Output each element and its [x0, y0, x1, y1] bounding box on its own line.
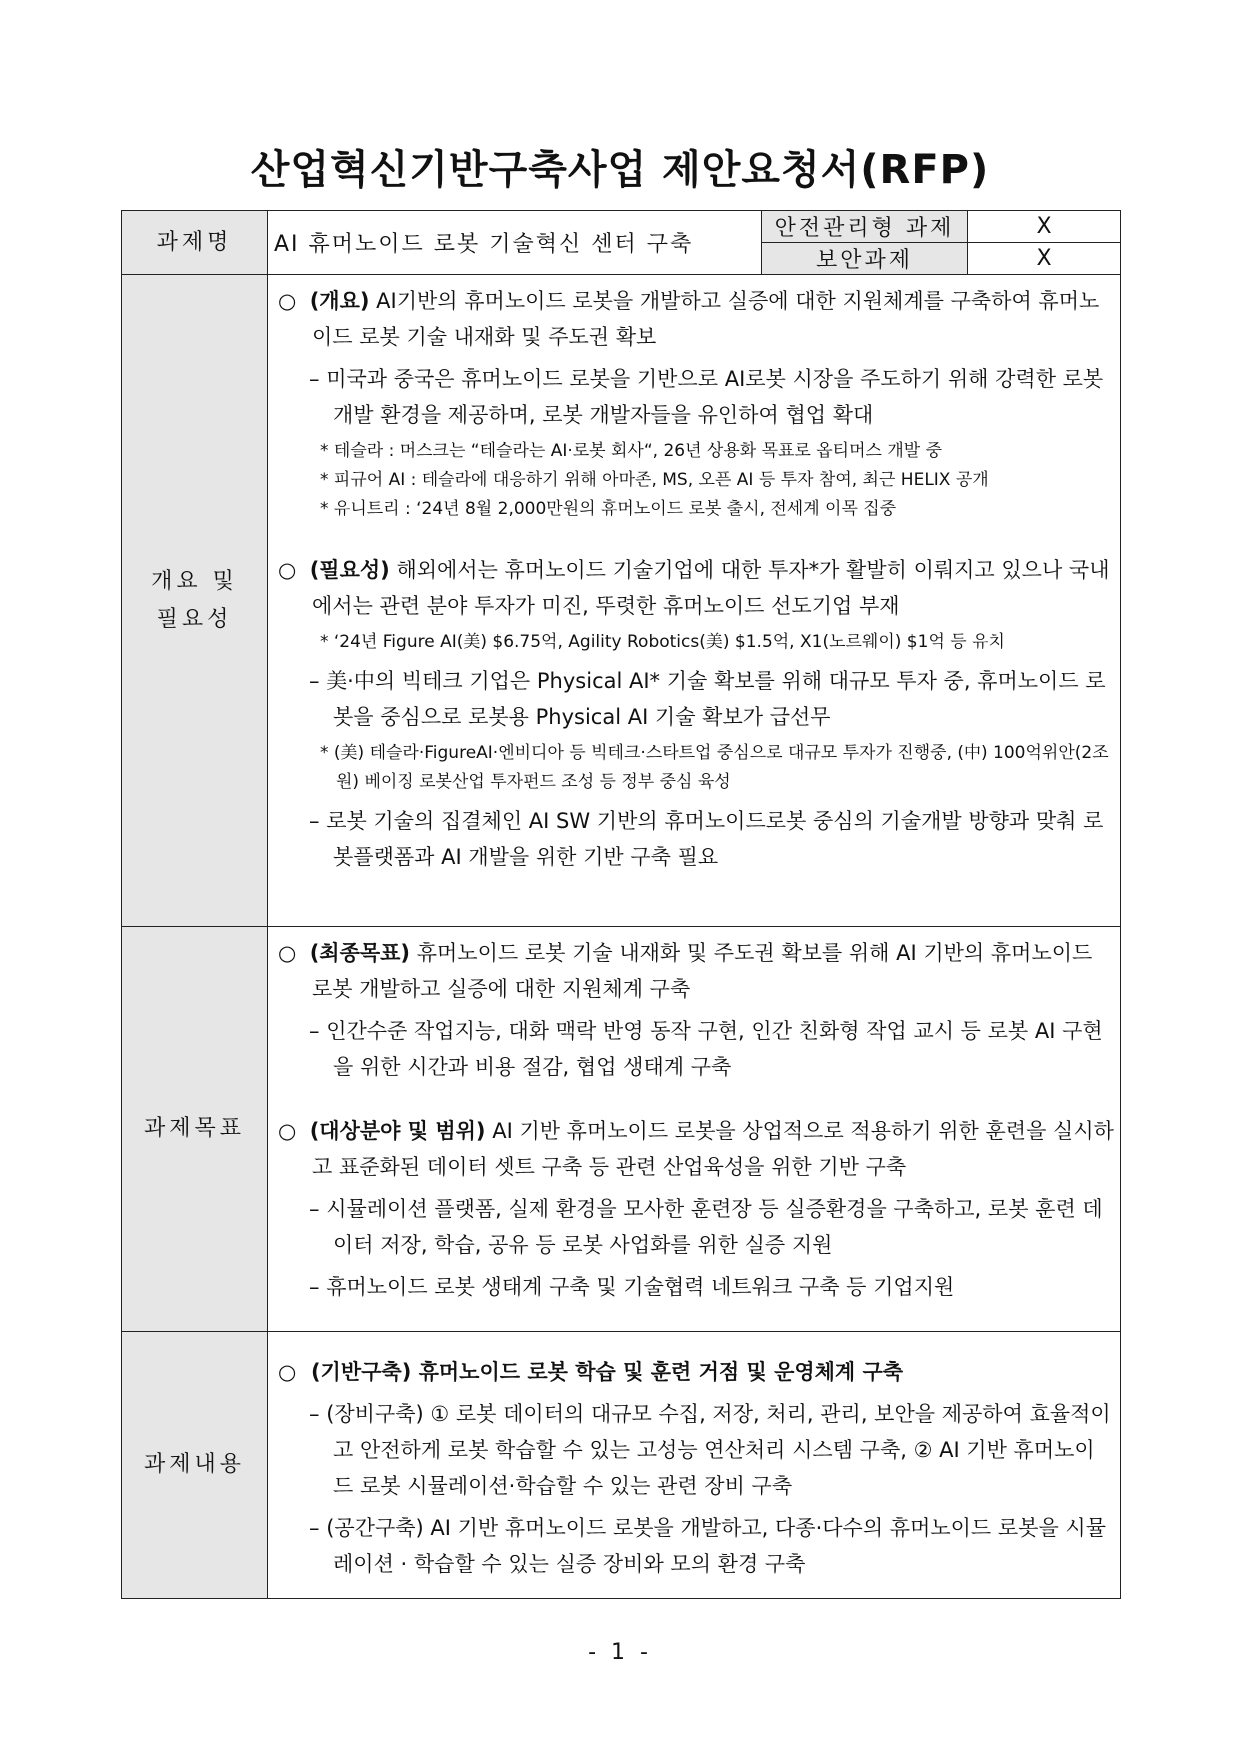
security-value: X	[968, 243, 1121, 275]
overview-label	[122, 275, 268, 927]
overview-summary	[278, 283, 1114, 355]
star-bullet: *	[320, 743, 329, 763]
scope-text: AI 기반 휴머노이드 로봇을 상업적으로 적용하기 위한 훈련을 실시하고 표준화된 데이터 셋트 구축 등 관련 산업육성을 위한 기반 구축	[312, 1119, 1114, 1179]
security-label: 보안과제	[762, 243, 968, 275]
infrastructure-text: (기반구축) 휴머노이드 로봇 학습 및 훈련 거점 및 운영체계 구축	[310, 1360, 904, 1384]
necessity-text: 해외에서는 휴머노이드 기술기업에 대한 투자*가 활발히 이뤄지고 있으나 국내에서는 관련 분야 투자가 미진, 뚜렷한 휴머노이드 선도기업 부재	[312, 558, 1110, 618]
overview-head: (개요)	[309, 289, 370, 313]
header-row-1	[122, 211, 1121, 243]
final-goal-text: 휴머노이드 로봇 기술 내재화 및 주도권 확보를 위해 AI 기반의 휴머노이드 로봇 개발하고 실증에 대한 지원체계 구축	[312, 941, 1093, 1001]
overview-note	[278, 437, 1114, 466]
final-goal-dash	[278, 1013, 1114, 1085]
document-title: 산업혁신기반구축사업 제안요청서(RFP)	[250, 147, 990, 193]
safety-managed-label: 안전관리형 과제	[762, 211, 968, 243]
necessity-dash-text: 美·中의 빅테크 기업은 Physical AI* 기술 확보를 위해 대규모 투자 중, 휴머노이드 로봇을 중심으로 로봇용 Physical AI 기술 확보가 급선무	[326, 669, 1106, 729]
overview-note-text: 피규어 AI : 테슬라에 대응하기 위해 아마존, MS, 오픈 AI 등 투자 참여, 최근 HELIX 공개	[333, 470, 989, 490]
star-bullet: *	[320, 499, 329, 519]
overview-dash-text: 미국과 중국은 휴머노이드 로봇을 기반으로 AI로봇 시장을 주도하기 위해 강력한 로봇개발 환경을 제공하며, 로봇 개발자들을 유인하여 협업 확대	[326, 367, 1104, 427]
overview-note	[278, 495, 1114, 524]
equipment-dash	[278, 1396, 1114, 1504]
overview-dash	[278, 361, 1114, 433]
overview-note-text: 테슬라 : 머스크는 “테슬라는 AI·로봇 회사“, 26년 상용화 목표로 옵티머스 개발 중	[333, 441, 943, 461]
scope-dash-text: 시뮬레이션 플랫폼, 실제 환경을 모사한 훈련장 등 실증환경을 구축하고, 로봇 훈련 데이터 저장, 학습, 공유 등 로봇 사업화를 위한 실증 지원	[326, 1197, 1103, 1257]
scope-head: (대상분야 및 범위)	[309, 1119, 486, 1143]
necessity-dash	[278, 803, 1114, 875]
necessity-dash	[278, 663, 1114, 735]
star-bullet: *	[320, 441, 329, 461]
overview-label-line2: 필요성	[156, 606, 233, 632]
overview-row	[122, 275, 1121, 927]
content-row	[122, 1332, 1121, 1599]
goal-label: 과제목표	[122, 927, 268, 1332]
circle-bullet: ○	[278, 941, 297, 965]
content-content	[268, 1332, 1121, 1599]
dash-bullet: –	[309, 367, 320, 391]
page-number: - 1 -	[588, 1640, 652, 1665]
dash-bullet: –	[309, 1402, 320, 1426]
necessity-note-text: (美) 테슬라·FigureAI·엔비디아 등 빅테크·스타트업 중심으로 대규모 투자가 진행중, (中) 100억위안(2조원) 베이징 로봇산업 투자펀드 조성 등 정부 중심 육성	[333, 743, 1109, 792]
dash-bullet: –	[309, 1275, 320, 1299]
rfp-table	[121, 210, 1121, 1599]
overview-content	[268, 275, 1121, 927]
necessity-summary	[278, 552, 1114, 624]
circle-bullet: ○	[278, 1119, 297, 1143]
scope-dash-text: 휴머노이드 로봇 생태계 구축 및 기술협력 네트워크 구축 등 기업지원	[326, 1275, 955, 1299]
necessity-note	[278, 628, 1114, 657]
dash-bullet: –	[309, 669, 320, 693]
dash-bullet: –	[309, 1197, 320, 1221]
circle-bullet: ○	[278, 558, 297, 582]
necessity-note-text: ‘24년 Figure AI(美) $6.75억, Agility Robotics(美) $1.5억, X1(노르웨이) $1억 등 유치	[333, 632, 1005, 652]
content-label: 과제내용	[122, 1332, 268, 1599]
overview-label-line1: 개요 및	[151, 568, 238, 594]
final-goal	[278, 935, 1114, 1007]
star-bullet: *	[320, 470, 329, 490]
project-name-value: AI 휴머노이드 로봇 기술혁신 센터 구축	[268, 211, 762, 275]
star-bullet: *	[320, 632, 329, 652]
dash-bullet: –	[309, 1019, 320, 1043]
scope-dash	[278, 1191, 1114, 1263]
overview-note-text: 유니트리 : ‘24년 8월 2,000만원의 휴머노이드 로봇 출시, 전세계 이목 집중	[333, 499, 897, 519]
final-goal-dash-text: 인간수준 작업지능, 대화 맥락 반영 동작 구현, 인간 친화형 작업 교시 등 로봇 AI 구현을 위한 시간과 비용 절감, 협업 생태계 구축	[326, 1019, 1103, 1079]
space-text: (공간구축) AI 기반 휴머노이드 로봇을 개발하고, 다종·다수의 휴머노이드 로봇을 시뮬레이션 · 학습할 수 있는 실증 장비와 모의 환경 구축	[326, 1516, 1106, 1576]
scope	[278, 1113, 1114, 1185]
scope-dash	[278, 1269, 1114, 1305]
necessity-head: (필요성)	[309, 558, 390, 582]
circle-bullet: ○	[278, 1360, 297, 1384]
safety-managed-value: X	[968, 211, 1121, 243]
overview-text: AI기반의 휴머노이드 로봇을 개발하고 실증에 대한 지원체계를 구축하여 휴머노이드 로봇 기술 내재화 및 주도권 확보	[312, 289, 1100, 349]
necessity-note	[278, 739, 1114, 797]
circle-bullet: ○	[278, 289, 297, 313]
infrastructure	[278, 1354, 1114, 1390]
space-dash	[278, 1510, 1114, 1582]
project-name-label: 과제명	[122, 211, 268, 275]
final-goal-head: (최종목표)	[309, 941, 411, 965]
equipment-text: (장비구축) ① 로봇 데이터의 대규모 수집, 저장, 처리, 관리, 보안을 제공하여 효율적이고 안전하게 로봇 학습할 수 있는 고성능 연산처리 시스템 구축, ② AI 기반 휴머노이드 로봇 시뮬레이션·학습할 수 있는 관련 장비 구축	[326, 1402, 1111, 1498]
goal-row	[122, 927, 1121, 1332]
dash-bullet: –	[309, 1516, 320, 1540]
dash-bullet: –	[309, 809, 320, 833]
goal-content	[268, 927, 1121, 1332]
overview-note	[278, 466, 1114, 495]
necessity-dash-text: 로봇 기술의 집결체인 AI SW 기반의 휴머노이드로봇 중심의 기술개발 방향과 맞춰 로봇플랫폼과 AI 개발을 위한 기반 구축 필요	[326, 809, 1104, 869]
